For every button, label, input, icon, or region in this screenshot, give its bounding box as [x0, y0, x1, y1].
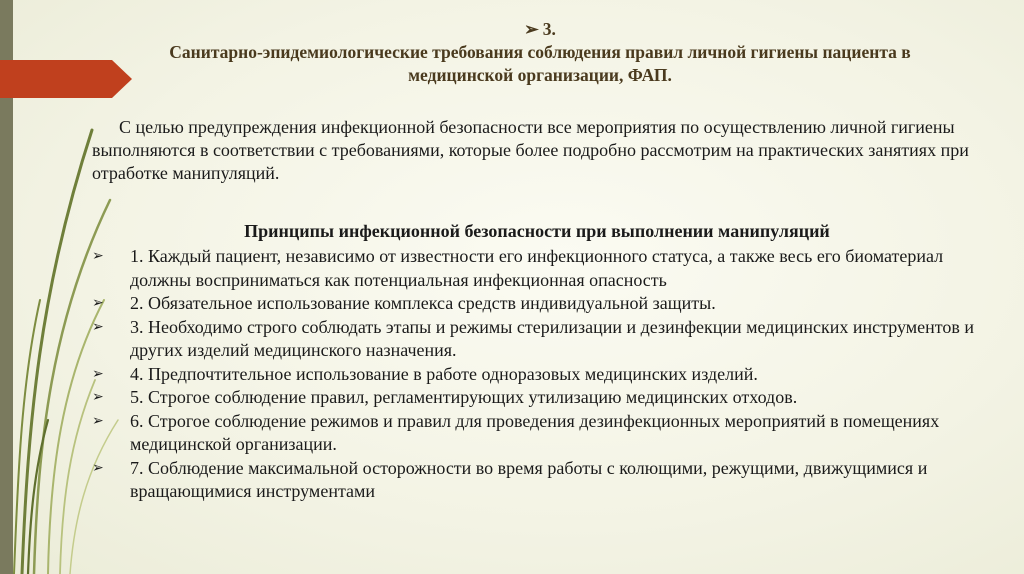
list-item [92, 410, 992, 457]
principles-list [92, 245, 992, 504]
list-item-text: 7. Соблюдение максимальной осторожности во время работы с колющими, режущими, движущимися и вращающимися инструментами [130, 457, 928, 501]
list-item [92, 363, 992, 387]
list-item [92, 316, 992, 363]
list-item-text: 6. Строгое соблюдение режимов и правил для проведения дезинфекционных мероприятий в помещениях медицинской организации. [130, 410, 940, 454]
arrow-bullet-icon: ➢ [92, 413, 104, 429]
list-item-text: 3. Необходимо строго соблюдать этапы и режимы стерилизации и дезинфекции медицинских инструментов и других изделий медицинского назначения. [130, 316, 974, 360]
title-number: 3. [542, 19, 556, 39]
title-text: Санитарно-эпидемиологические требования соблюдения правил личной гигиены пациента в медицинской организации, ФАП. [169, 42, 911, 85]
list-item-text: 2. Обязательное использование комплекса средств индивидуальной защиты. [130, 293, 716, 313]
list-item-text: 1. Каждый пациент, независимо от известности его инфекционного статуса, а также весь его биоматериал должны восприниматься как потенциальная инфекционная опасность [130, 246, 944, 290]
list-item-text: 5. Строгое соблюдение правил, регламентирующих утилизацию медицинских отходов. [130, 387, 798, 407]
arrow-bullet-icon: ➢ [92, 296, 104, 311]
arrow-bullet-icon: ➢ [92, 319, 104, 335]
title-number-line [130, 18, 950, 41]
arrow-bullet-icon: ➢ [92, 390, 104, 405]
list-item [92, 292, 992, 316]
intro-paragraph: С целью предупреждения инфекционной безопасности все мероприятия по осуществлению личной гигиены выполняются в соответствии с требованиями, которые более подробно рассмотрим на практических занятиях при отработке манипуляций. [92, 117, 969, 183]
list-item [92, 457, 992, 504]
arrow-bullet-icon: ➢ [92, 249, 104, 264]
list-item [92, 386, 992, 410]
arrow-bullet-icon: ➢ [524, 19, 539, 39]
principles-heading: Принципы инфекционной безопасности при выполнении манипуляций [244, 221, 830, 241]
arrow-bullet-icon: ➢ [92, 366, 104, 382]
title-accent-arrow [0, 60, 132, 98]
arrow-bullet-icon: ➢ [92, 460, 104, 476]
list-item [92, 245, 992, 292]
slide-title [130, 18, 950, 87]
list-item-text: 4. Предпочтительное использование в работе одноразовых медицинских изделий. [130, 363, 758, 384]
